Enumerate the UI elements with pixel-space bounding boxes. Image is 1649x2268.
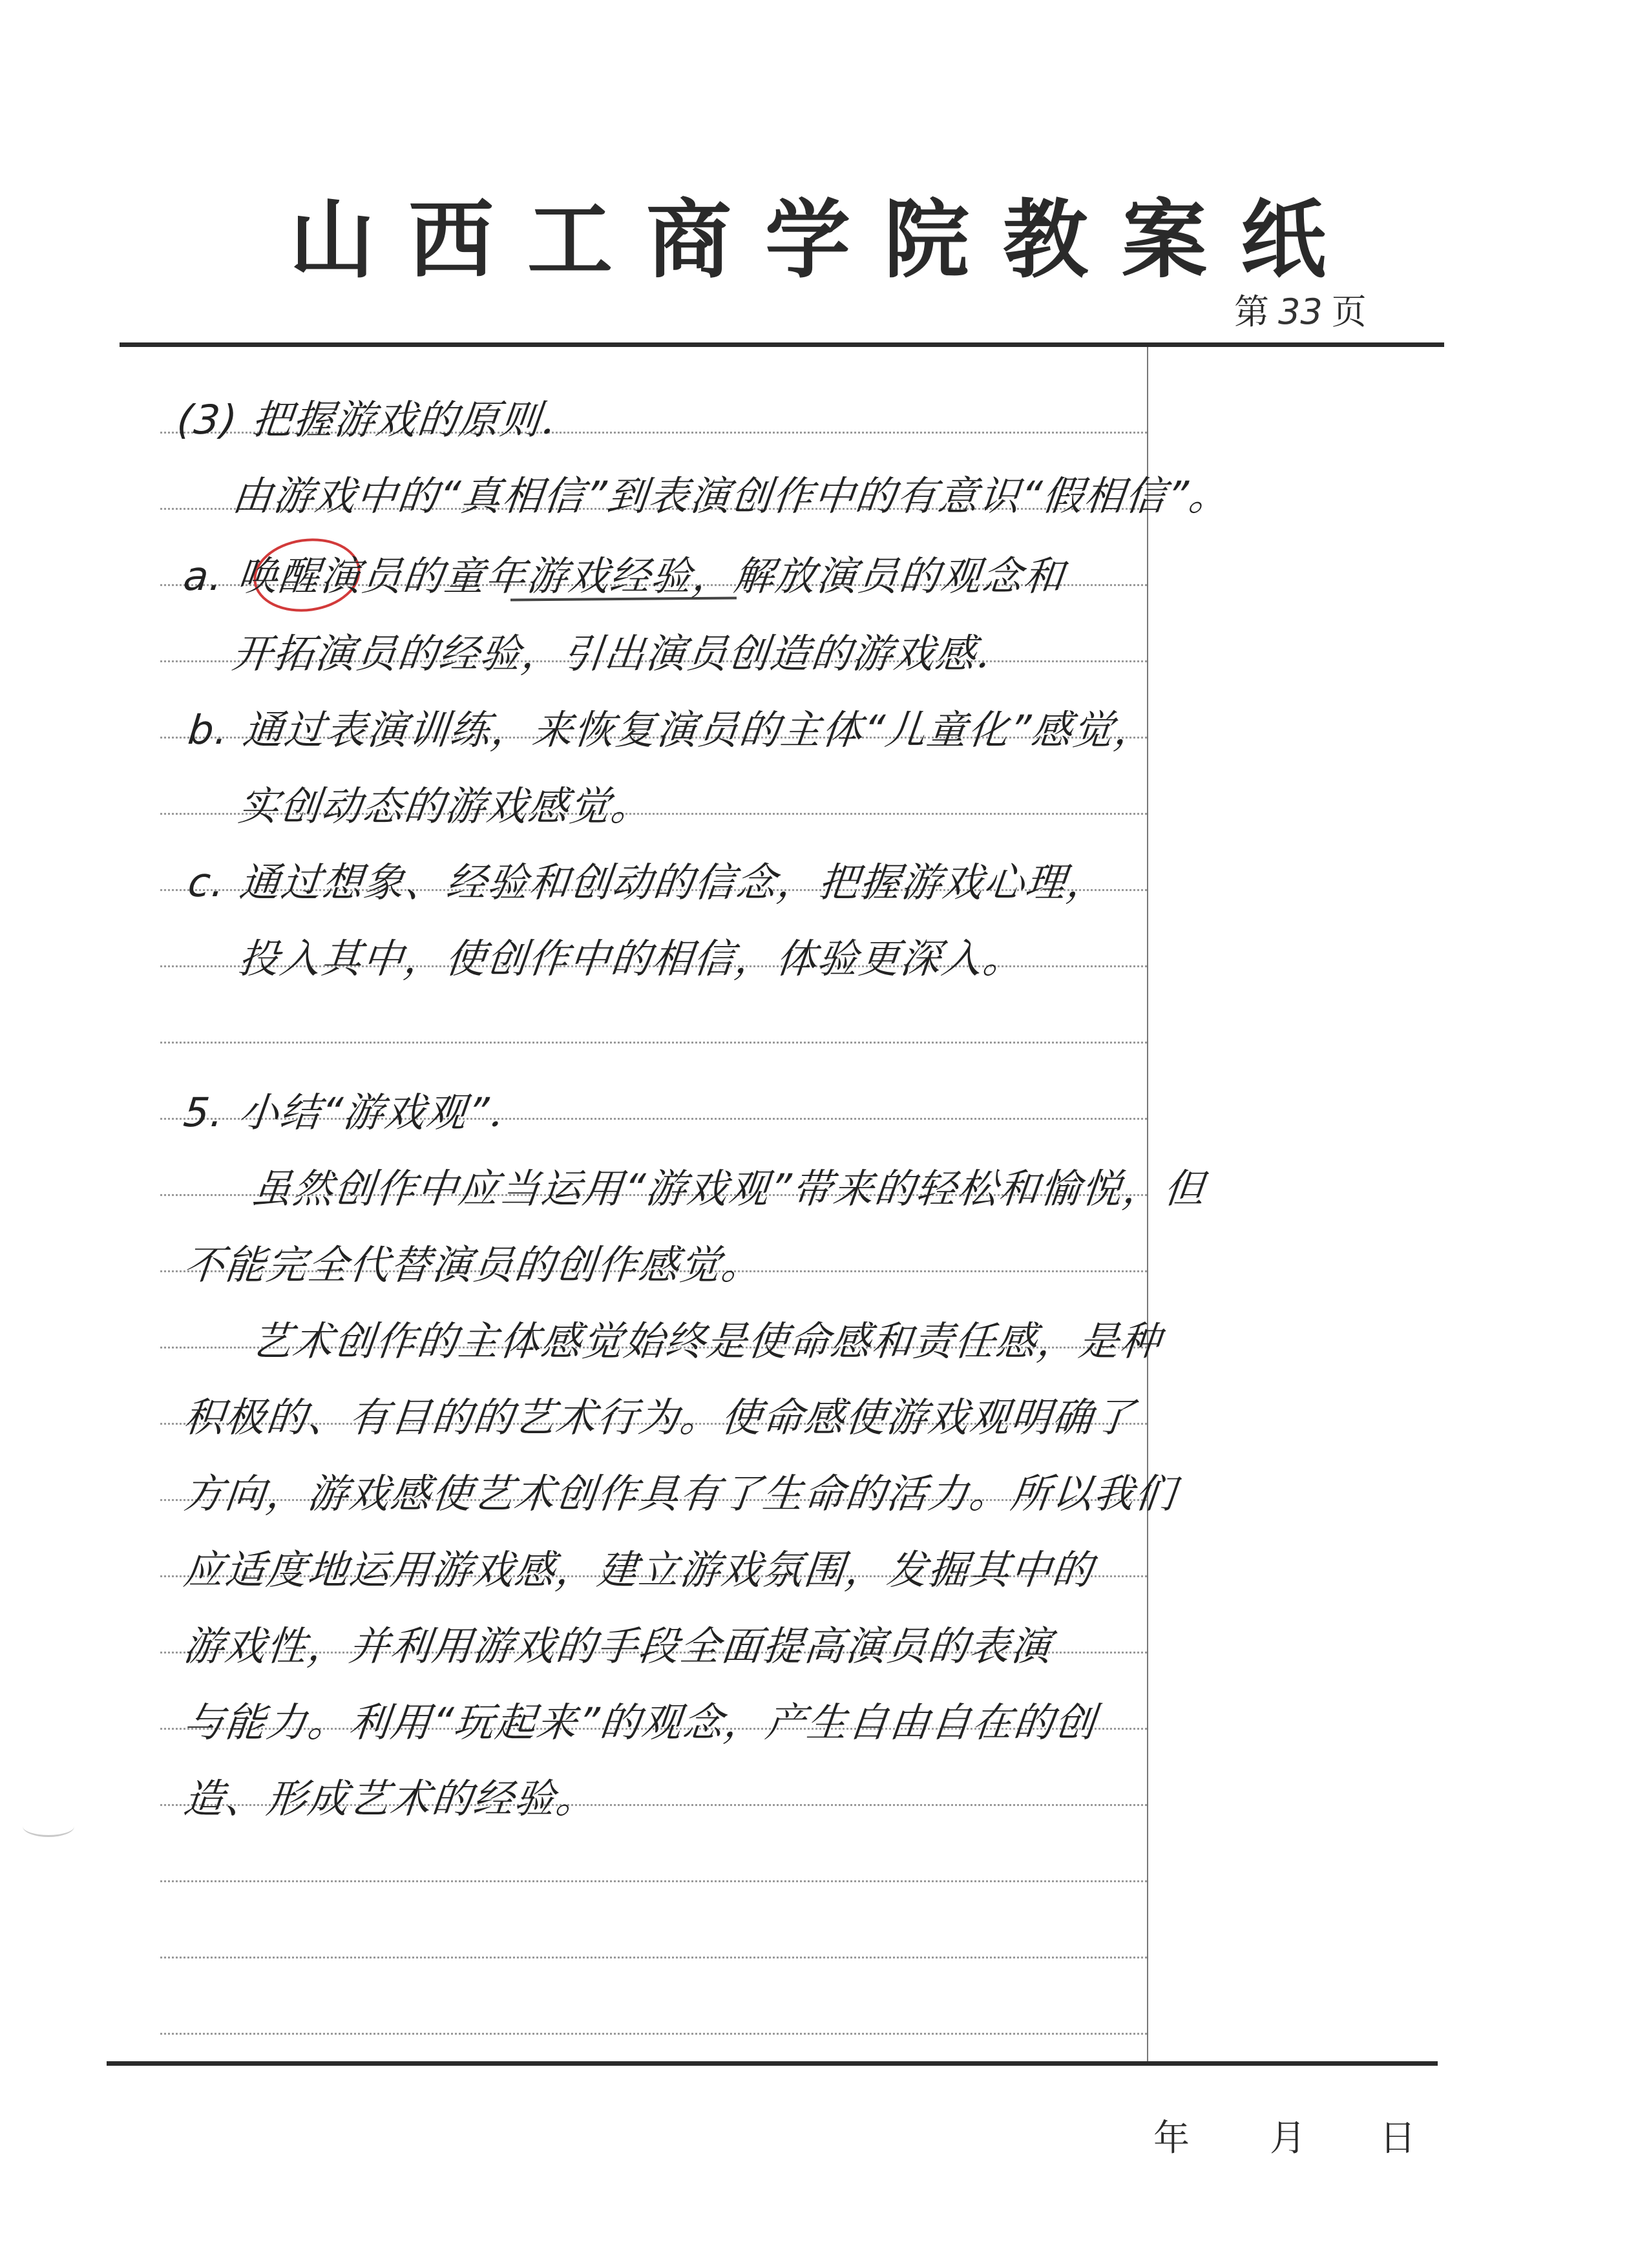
- note-line: 不能完全代替演员的创作感觉。: [181, 1241, 766, 1288]
- note-line: 造、形成艺术的经验。: [181, 1775, 600, 1822]
- scan-artifact: [23, 1816, 74, 1837]
- page-suffix: 页: [1331, 291, 1367, 332]
- ruled-line: [160, 1880, 1147, 1882]
- ruled-line: [160, 1042, 1147, 1044]
- footer-day: 日: [1380, 2117, 1416, 2159]
- bottom-rule: [107, 2061, 1438, 2066]
- footer-month: 月: [1270, 2117, 1306, 2159]
- note-line: 5. 小结“游戏观”．: [181, 1089, 534, 1136]
- note-line: 应适度地运用游戏感，建立游戏氛围，发掘其中的: [181, 1546, 1097, 1593]
- note-line: c. 通过想象、经验和创动的信念，把握游戏心理，: [185, 859, 1111, 906]
- page-prefix: 第: [1234, 291, 1269, 332]
- ruled-line: [160, 2033, 1147, 2035]
- note-line: 由游戏中的“真相信”到表演创作中的有意识“假相信”。: [229, 472, 1233, 520]
- note-line: 方向，游戏感使艺术创作具有了生命的活力。所以我们: [181, 1470, 1179, 1517]
- note-line: 实创动态的游戏感觉。: [236, 782, 655, 830]
- note-line: b. 通过表演训练，来恢复演员的主体“儿童化”感觉，: [185, 706, 1159, 753]
- note-line: 与能力。利用“玩起来”的观念，产生自由自在的创: [181, 1699, 1099, 1746]
- note-line: 开拓演员的经验，引出演员创造的游戏感．: [229, 630, 1021, 677]
- page-number: [1234, 284, 1367, 334]
- page-title: 山西工商学院教案纸: [289, 190, 1360, 290]
- note-line: a. 唤醒演员的童年游戏经验，解放演员的观念和: [181, 552, 1067, 600]
- note-line: 游戏性，并利用游戏的手段全面提高演员的表演: [181, 1622, 1055, 1670]
- note-line: 投入其中，使创作中的相信，体验更深入。: [236, 935, 1027, 982]
- note-line: 艺术创作的主体感觉始终是使命感和责任感，是种: [249, 1318, 1164, 1365]
- note-line: (3) 把握游戏的原则．: [174, 396, 585, 443]
- note-line: 积极的、有目的的艺术行为。使命感使游戏观明确了: [181, 1394, 1138, 1441]
- page-number-value: 33: [1278, 291, 1323, 332]
- ruled-line: [160, 1957, 1147, 1958]
- top-rule: [120, 342, 1444, 347]
- note-line: 虽然创作中应当运用“游戏观”带来的轻松和愉悦，但: [249, 1165, 1208, 1212]
- footer-year: 年: [1153, 2117, 1190, 2159]
